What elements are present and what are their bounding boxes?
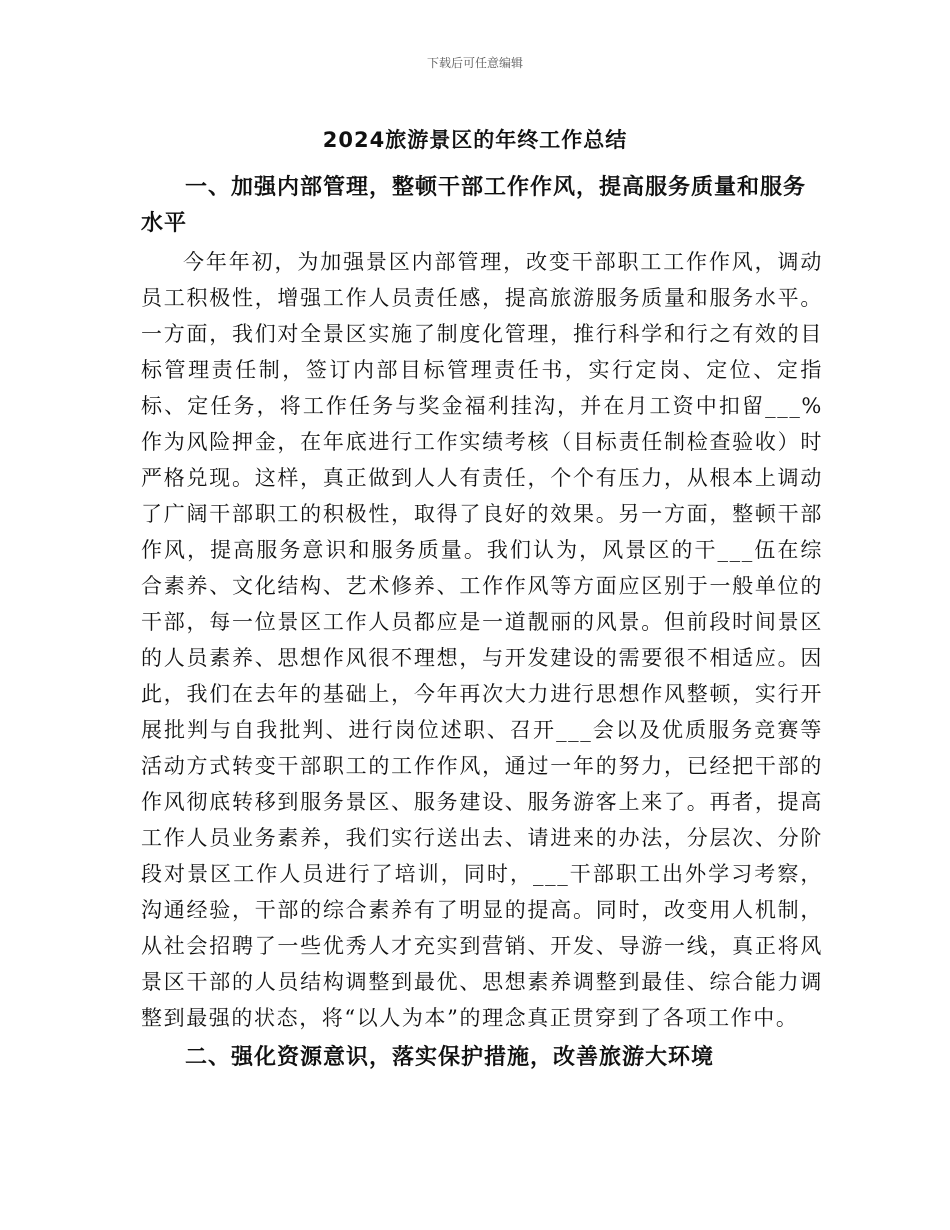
section-paragraph-1: 今年年初，为加强景区内部管理，改变干部职工工作作风，调动员工积极性，增强工作人员责任感，提高旅游服务质量和服务水平。一方面，我们对全景区实施了制度化管理，推行科学和行之有效的目标管理责任制，签订内部目标管理责任书，实行定岗、定位、定指标、定任务，将工作任务与奖金福利挂沟，并在月工资中扣留___%作为风险押金，在年底进行工作实绩考核（目标责任制检查验收）时严格兑现。这样，真正做到人人有责任，个个有压力，从根本上调动了广阔干部职工的积极性，取得了良好的效果。另一方面，整顿干部作风，提高服务意识和服务质量。我们认为，风景区的干___伍在综合素养、文化结构、艺术修养、工作作风等方面应区别于一般单位的干部，每一位景区工作人员都应是一道靓丽的风景。但前段时间景区的人员素养、思想作风很不理想，与开发建设的需要很不相适应。因此，我们在去年的基础上，今年再次大力进行思想作风整顿，实行开展批判与自我批判、进行岗位述职、召开___会以及优质服务竞赛等活动方式转变干部职工的工作作风，通过一年的努力，已经把干部的作风彻底转移到服务景区、服务建设、服务游客上来了。再者，提高工作人员业务素养，我们实行送出去、请进来的办法，分层次、分阶段对景区工作人员进行了培训，同时，___干部职工出外学习考察，沟通经验，干部的综合素养有了明显的提高。同时，改变用人机制，从社会招聘了一些优秀人才充实到营销、开发、导游一线，真正将风景区干部的人员结构调整到最优、思想素养调整到最佳、综合能力调整到最强的状态，将“以人为本”的理念真正贯穿到了各项工作中。 xyxy=(141,250,823,1030)
page-title: 2024旅游景区的年终工作总结 xyxy=(322,128,628,152)
document-body xyxy=(141,170,823,1076)
section-heading-2: 二、强化资源意识，落实保护措施，改善旅游大环境 xyxy=(185,1045,715,1070)
header-note: 下载后可任意编辑 xyxy=(426,56,523,70)
section-heading-1: 一、加强内部管理，整顿干部工作作风，提高服务质量和服务水平 xyxy=(141,175,807,236)
